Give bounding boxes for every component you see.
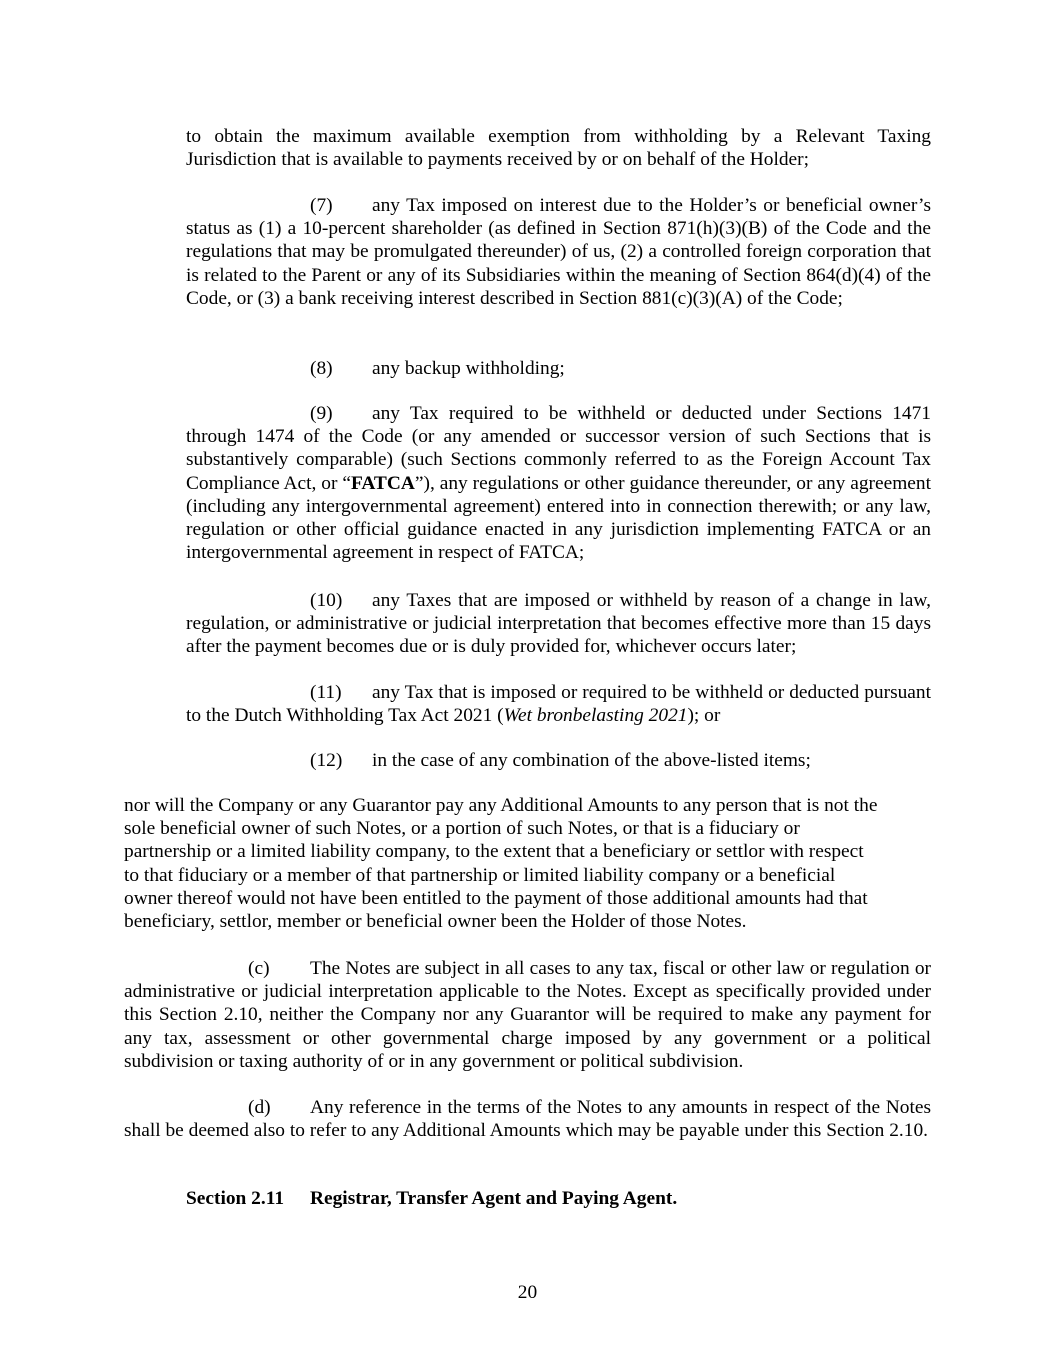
list-item-11 (186, 681, 931, 727)
list-item-number: (8) (310, 358, 333, 379)
list-item-text: any Taxes that are imposed or withheld by reason of a change in law, regulation, or administrative or judicial interpretation that becomes effective more than 15 days after the payment becomes due or is duly provided for, whichever occurs later; (186, 590, 931, 658)
paragraph-text: The Notes are subject in all cases to any tax, fiscal or other law or regulation or administrative or judicial interpretation applicable to the Notes. Except as specifically provided under this Section 2.10, neither the Company nor any Guarantor will be required to make any payment for any tax, assessment or other governmental charge imposed by any government or a political subdivision or taxing authority of or in any government or political subdivision. (124, 958, 931, 1072)
paragraph-number: (d) (248, 1097, 271, 1118)
paragraph-line: owner thereof would not have been entitled to the payment of those additional amounts had that (124, 887, 868, 909)
list-item-7 (186, 194, 931, 310)
paragraph-number: (c) (248, 958, 270, 979)
paragraph-text: Any reference in the terms of the Notes to any amounts in respect of the Notes shall be deemed also to refer to any Additional Amounts which may be payable under this Section 2.10. (124, 1097, 931, 1142)
list-item-number: (12) (310, 750, 343, 771)
list-item-number: (7) (310, 195, 333, 216)
paragraph-line: sole beneficial owner of such Notes, or a portion of such Notes, or that is a fiduciary or (124, 818, 800, 840)
section-number: Section 2.11 (186, 1188, 285, 1209)
paragraph-line: to that fiduciary or a member of that partnership or limited liability company or a beneficial (124, 864, 836, 886)
paragraph-intro-text: to obtain the maximum available exemption from withholding by a Relevant Taxing Jurisdiction that is available to payments received by or on behalf of the Holder; (186, 126, 931, 171)
list-item-12 (186, 749, 931, 772)
list-item-8 (186, 357, 931, 380)
paragraph-d (124, 1096, 931, 1142)
list-item-text-after: ); or (687, 705, 721, 727)
list-item-number: (9) (310, 403, 333, 424)
paragraph-nor (124, 794, 931, 933)
list-item-text: any Tax imposed on interest due to the Holder’s or beneficial owner’s status as (1) a 10-percent shareholder (as defined in Section 871(h)(3)(B) of the Code and the regulations that may be promulgated thereunder) of us, (2) a controlled foreign corporation that is related to the Parent or any of its Subsidiaries within the meaning of Section 864(d)(4) of the Code, or (3) a bank receiving interest described in Section 881(c)(3)(A) of the Code; (186, 195, 931, 309)
list-item-number: (11) (310, 682, 342, 703)
italic-act-name: Wet bronbelasting 2021 (503, 705, 688, 727)
paragraph-line: nor will the Company or any Guarantor pay any Additional Amounts to any person that is not the (124, 795, 878, 816)
list-item-number: (10) (310, 590, 343, 611)
list-item-text: any backup withholding; (372, 358, 565, 379)
paragraph-c (124, 957, 931, 1073)
section-title: Registrar, Transfer Agent and Paying Agent. (310, 1188, 678, 1209)
list-item-text-before: any Tax that is imposed or required to be withheld or deducted pursuant to the Dutch Withholding Tax Act 2021 ( (186, 682, 931, 727)
paragraph-line: partnership or a limited liability company, to the extent that a beneficiary or settlor with respect (124, 841, 864, 863)
list-item-10 (186, 589, 931, 659)
paragraph-line: beneficiary, settlor, member or beneficial owner been the Holder of those Notes. (124, 911, 747, 933)
paragraph-intro (186, 125, 931, 171)
list-item-text: in the case of any combination of the above-listed items; (372, 750, 811, 771)
list-item-text-after: ”), any regulations or other guidance thereunder, or any agreement (including any intergovernmental agreement) entered into in connection therewith; or any law, regulation or other official guidance enacted in any jurisdiction implementing FATCA or an intergovernmental agreement in respect of FATCA; (186, 472, 931, 564)
section-heading (186, 1187, 677, 1210)
list-item-9 (186, 402, 931, 564)
defined-term-fatca: FATCA (350, 472, 415, 494)
page-number: 20 (517, 1282, 538, 1303)
list-item-text-before: any Tax required to be withheld or deducted under Sections 1471 through 1474 of the Code (or any amended or successor version of such Sections that is substantively comparable) (such Sections commonly referred to as the Foreign Account Tax Compliance Act, or “ (186, 403, 931, 494)
